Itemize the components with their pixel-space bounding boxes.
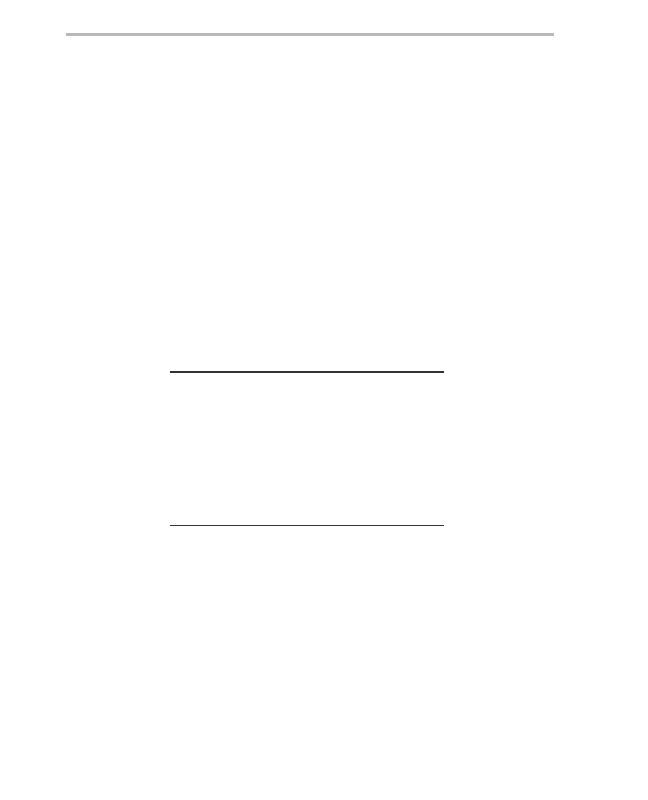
header-rule xyxy=(66,33,554,36)
box-top-rule xyxy=(170,371,444,373)
barriers-box xyxy=(170,371,444,526)
box-bottom-rule xyxy=(170,525,444,527)
